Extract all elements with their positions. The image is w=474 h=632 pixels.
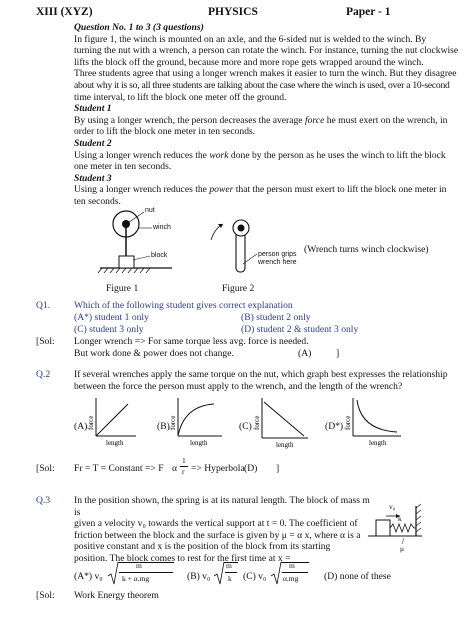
figure-2-caption: Figure 2	[222, 283, 255, 294]
intro-line: lifts the block off the ground, because more and more rope gets wrapped around the winch.	[74, 56, 424, 68]
q3-option-a-sqrt-sign	[107, 560, 119, 586]
q1-sol-tag: [Sol:	[36, 336, 55, 347]
fig1-block-label: block	[151, 252, 168, 259]
header-right: Paper - 1	[346, 6, 391, 18]
intro-line: turning the nut with a wrench, a person can rotate the winch. For instance, turning the nut clockwise	[74, 45, 459, 57]
q1-sol-end: ]	[336, 348, 340, 359]
figure-2-note: (Wrench turns winch clockwise)	[304, 244, 429, 255]
q2-option-d-label[interactable]: (D*)	[325, 421, 344, 432]
q2-option-b-label[interactable]: (B)	[157, 421, 170, 432]
q3-stem-line: given a velocity v₀ towards the vertical support at t = 0. The coefficient of	[74, 518, 358, 529]
q3-option-b-sqrt-sign	[213, 560, 225, 586]
q2-graph-c[interactable]	[254, 396, 310, 448]
q2-sol-tag: [Sol:	[36, 463, 55, 474]
q3-fig-velocity-label: v₀	[389, 502, 396, 511]
figure-2-wrench-diagram	[205, 214, 269, 278]
q1-sol-answer: (A)	[298, 348, 312, 359]
q3-option-a[interactable]	[74, 571, 103, 583]
q3-option-a-prefix: (A*) v₀	[74, 571, 103, 582]
q3-option-a-fraction-bar	[119, 572, 173, 573]
q3-spring-block-diagram	[366, 500, 426, 550]
student-3-line: ten seconds.	[74, 195, 121, 207]
q2-graph-c-xlabel: length	[276, 441, 294, 449]
student-2-line: one meter in ten seconds.	[74, 161, 172, 173]
q1-option-b[interactable]: (B) student 2 only	[241, 312, 311, 323]
q3-option-c-fraction-bar	[282, 572, 308, 573]
q3-option-b-radical-bar	[224, 562, 238, 563]
fig2-grip-label-1: person grips	[258, 251, 297, 258]
q2-graph-a-xlabel: length	[106, 439, 124, 447]
q1-sol-line-2: But work done & power does not change.	[74, 348, 234, 359]
q3-stem	[74, 495, 374, 564]
student-2-title: Student 2	[74, 137, 112, 149]
q3-fig-spring-k-label: k	[398, 514, 402, 523]
q2-sol-part-2: => Hyperbola	[191, 463, 245, 474]
q2-sol-fraction-denominator: r	[182, 467, 185, 476]
q3-stem-line: In the position shown, the spring is at its natural length. The block of mass m is	[74, 495, 370, 518]
intro-line: time interval, to lift the block one meter off the ground.	[74, 91, 287, 103]
q3-sol-text: Work Energy theorem	[74, 590, 159, 601]
q2-stem-line-1: If several wrenches apply the same torque on the nut, which graph best expresses the relationship	[74, 369, 448, 380]
fig1-winch-label: winch	[153, 224, 171, 231]
fig1-nut-label: nut	[145, 207, 155, 214]
header-left: XIII (XYZ)	[36, 6, 93, 18]
q3-option-b-fraction-bar	[225, 572, 237, 573]
q3-stem-line: position. The block comes to rest for the first time at x =	[74, 552, 291, 564]
intro-line: In figure 1, the winch is mounted on an axle, and the 6-sided nut is welded to the winch. By	[74, 33, 427, 45]
header-center: PHYSICS	[208, 6, 258, 18]
q3-option-a-radical-bar	[118, 562, 174, 563]
q3-option-d[interactable]: (D) none of these	[324, 571, 391, 582]
q3-option-c-denominator: α.mg	[283, 574, 299, 583]
q3-fig-mu-label: μ	[400, 544, 405, 553]
q2-graph-b[interactable]	[170, 396, 224, 446]
q2-graph-d-ylabel: force	[344, 415, 352, 430]
intro-line: about why it is so, all three students are talking about the case where the winch is used, over a 10-second	[74, 79, 450, 91]
student-3-line: Using a longer wrench reduces the power that the person must exert to lift the block one meter in	[74, 184, 447, 196]
q3-stem-line: friction between the block and the surface is given by μ = α x, where α is a	[74, 529, 361, 541]
q3-option-b-numerator: m	[226, 561, 232, 570]
q2-graph-a-ylabel: force	[87, 415, 95, 430]
q1-number: Q1.	[36, 300, 51, 311]
q2-sol-part-1: Fr = T = Constant => F	[74, 463, 164, 474]
q2-graph-d[interactable]	[345, 396, 403, 446]
q3-number: Q.3	[36, 495, 51, 506]
q1-sol-line-1: Longer wrench => For same torque less avg. force is needed.	[74, 336, 309, 347]
question-block	[74, 22, 469, 208]
figure-1-winch-diagram	[92, 206, 187, 278]
q2-graph-a[interactable]	[88, 396, 138, 446]
q2-graph-b-xlabel: length	[190, 439, 208, 447]
q2-option-a-label[interactable]: (A)	[74, 421, 88, 432]
q3-option-a-numerator: m	[136, 561, 142, 570]
q2-sol-alpha: α	[172, 463, 178, 474]
q3-option-c-numerator: m	[289, 561, 295, 570]
student-1-line: order to lift the block one meter in ten seconds.	[74, 126, 256, 138]
q1-stem: Which of the following student gives correct explanation	[74, 300, 293, 311]
fig2-grip-label-2: wrench here	[258, 259, 297, 266]
q3-stem-line: positive constant and x is the position of the block from its starting	[74, 541, 331, 552]
q3-option-c-sqrt-sign	[270, 560, 282, 586]
q1-option-d[interactable]: (D) student 2 & student 3 only	[241, 324, 359, 335]
question-block-title: Question No. 1 to 3 (3 questions)	[74, 22, 204, 33]
q3-option-b-prefix: (B) v₀	[187, 571, 211, 582]
intro-line: Three students agree that using a longer wrench makes it easier to turn the winch. But they disagree	[74, 68, 457, 80]
q3-option-a-denominator: k + α.mg	[122, 574, 150, 583]
q2-sol-answer: (D)	[244, 463, 258, 474]
q1-option-c[interactable]: (C) student 3 only	[74, 324, 144, 335]
figure-1-caption: Figure 1	[106, 283, 139, 294]
q2-sol-fraction-numerator: 1	[182, 456, 186, 465]
student-3-title: Student 3	[74, 172, 112, 184]
q2-graph-c-ylabel: force	[253, 415, 261, 430]
q3-option-b[interactable]	[187, 571, 210, 583]
q2-graph-b-ylabel: force	[169, 415, 177, 430]
q3-option-b-denominator: k	[228, 574, 232, 583]
q2-stem-line-2: between the force the person must apply to the wrench, and the length of the wrench?	[74, 381, 403, 392]
student-2-line: Using a longer wrench reduces the work done by the person as he uses the winch to lift the block	[74, 149, 446, 161]
q2-number: Q.2	[36, 369, 51, 380]
student-1-title: Student 1	[74, 103, 112, 115]
q3-option-c-prefix: (C) v₀	[243, 571, 267, 582]
student-1-line: By using a longer wrench, the person decreases the average force he must exert on the wrench, in	[74, 114, 448, 126]
q2-graph-d-xlabel: length	[369, 439, 387, 447]
q3-option-c[interactable]	[243, 571, 266, 583]
q2-sol-end: ]	[276, 463, 280, 474]
q2-option-c-label[interactable]: (C)	[239, 421, 252, 432]
q1-option-a[interactable]: (A*) student 1 only	[74, 312, 149, 323]
q3-option-c-radical-bar	[281, 562, 309, 563]
q3-sol-tag: [Sol:	[36, 590, 55, 601]
